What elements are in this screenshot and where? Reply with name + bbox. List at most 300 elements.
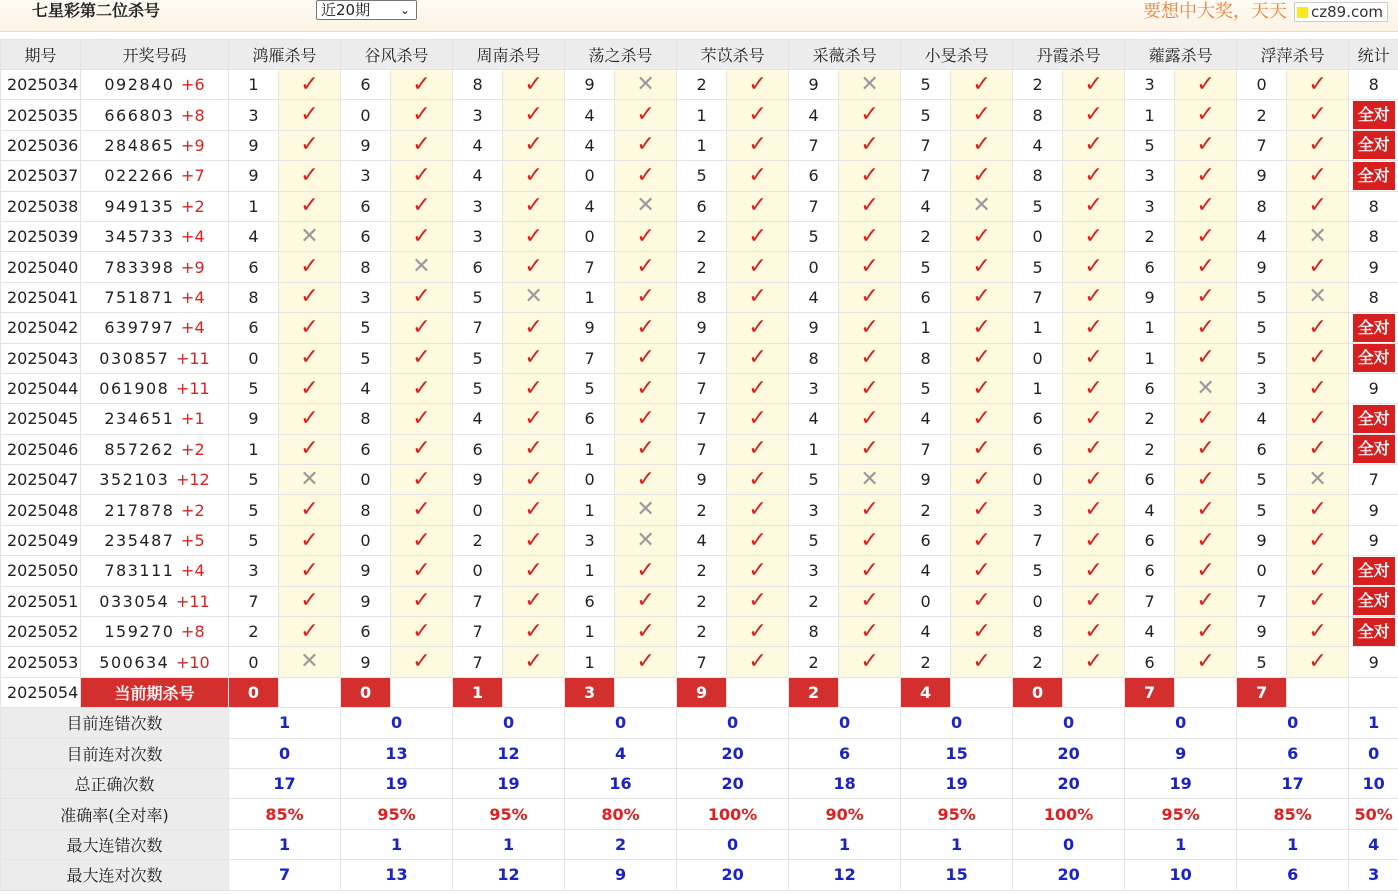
kill-number: 4 (901, 191, 951, 221)
draw-sum: +11 (175, 591, 210, 611)
draw-digits: 217878 (104, 500, 175, 520)
result-mark (839, 221, 901, 251)
result-mark (391, 252, 453, 282)
result-mark (1287, 404, 1349, 434)
kill-number: 2 (677, 221, 727, 251)
check-icon: ✓ (412, 71, 431, 97)
result-mark (1287, 373, 1349, 403)
check-icon: ✓ (412, 527, 431, 553)
result-mark (1287, 252, 1349, 282)
kill-number: 7 (1237, 586, 1287, 616)
check-icon: ✓ (1196, 527, 1215, 553)
summary-value: 95% (901, 799, 1013, 829)
check-icon: ✓ (860, 497, 879, 523)
kill-number: 7 (677, 434, 727, 464)
check-icon: ✓ (1308, 193, 1327, 219)
draw-digits: 751871 (104, 287, 175, 307)
check-icon: ✓ (1084, 284, 1103, 310)
row-stat (1349, 556, 1398, 586)
cross-icon: ✕ (636, 71, 655, 97)
kill-number: 4 (229, 221, 279, 251)
result-mark (727, 100, 789, 130)
kill-number: 7 (1125, 586, 1175, 616)
kill-number: 8 (901, 343, 951, 373)
check-icon: ✓ (636, 223, 655, 249)
kill-number: 5 (1125, 130, 1175, 160)
kill-number: 7 (1237, 130, 1287, 160)
summary-value: 18 (789, 768, 901, 798)
column-header: 蕹露杀号 (1125, 40, 1237, 70)
empty-cell (503, 677, 565, 707)
summary-value: 0 (229, 738, 341, 768)
result-mark (615, 343, 677, 373)
current-kill-number: 0 (1013, 677, 1063, 707)
check-icon: ✓ (972, 223, 991, 249)
result-mark (503, 343, 565, 373)
column-header: 统计 (1349, 40, 1398, 70)
check-icon: ✓ (972, 497, 991, 523)
check-icon: ✓ (748, 466, 767, 492)
result-mark (951, 130, 1013, 160)
summary-stat: 10 (1349, 768, 1398, 798)
kill-number: 2 (901, 495, 951, 525)
result-mark (391, 373, 453, 403)
column-header: 荡之杀号 (565, 40, 677, 70)
kill-number: 5 (1237, 495, 1287, 525)
result-mark (1287, 130, 1349, 160)
check-icon: ✓ (1084, 497, 1103, 523)
logo-icon (1297, 7, 1308, 18)
result-mark (1175, 586, 1237, 616)
summary-value: 80% (565, 799, 677, 829)
kill-number: 6 (1013, 404, 1063, 434)
kill-number-table (0, 39, 1398, 891)
all-correct-badge: 全对 (1353, 435, 1395, 463)
result-mark (1063, 586, 1125, 616)
kill-number: 0 (1013, 343, 1063, 373)
result-mark (279, 100, 341, 130)
correct-count: 8 (1368, 227, 1379, 247)
summary-label: 目前连错次数 (1, 708, 229, 738)
empty-cell (1287, 677, 1349, 707)
result-mark (727, 221, 789, 251)
kill-number: 1 (229, 191, 279, 221)
draw-sum: +4 (181, 561, 205, 581)
result-mark (951, 313, 1013, 343)
result-mark (951, 586, 1013, 616)
check-icon: ✓ (524, 193, 543, 219)
result-mark (727, 556, 789, 586)
cross-icon: ✕ (972, 193, 991, 219)
table-row (1, 373, 1398, 403)
empty-cell (279, 677, 341, 707)
kill-number: 4 (453, 161, 503, 191)
kill-number: 2 (677, 70, 727, 100)
table-row (1, 313, 1398, 343)
row-stat (1349, 282, 1398, 312)
kill-number: 3 (1013, 495, 1063, 525)
draw-sum: +11 (175, 379, 210, 399)
result-mark (839, 495, 901, 525)
check-icon: ✓ (748, 375, 767, 401)
result-mark (279, 525, 341, 555)
kill-number: 8 (341, 495, 391, 525)
result-mark (727, 434, 789, 464)
draw-digits: 092840 (104, 75, 175, 95)
result-mark (503, 434, 565, 464)
result-mark (1175, 70, 1237, 100)
kill-number: 6 (341, 434, 391, 464)
check-icon: ✓ (1084, 618, 1103, 644)
check-icon: ✓ (748, 132, 767, 158)
check-icon: ✓ (860, 193, 879, 219)
kill-number: 5 (1237, 313, 1287, 343)
kill-number: 5 (229, 525, 279, 555)
kill-number: 3 (453, 100, 503, 130)
result-mark (839, 130, 901, 160)
all-correct-badge: 全对 (1353, 131, 1395, 159)
draw-number (81, 252, 229, 282)
kill-number: 4 (565, 130, 615, 160)
result-mark (391, 465, 453, 495)
result-mark (839, 586, 901, 616)
result-mark (1175, 221, 1237, 251)
result-mark (279, 495, 341, 525)
cross-icon: ✕ (636, 527, 655, 553)
kill-number: 1 (677, 100, 727, 130)
check-icon: ✓ (1084, 345, 1103, 371)
check-icon: ✓ (524, 618, 543, 644)
issue-number: 2025050 (1, 556, 81, 586)
result-mark (951, 556, 1013, 586)
summary-value: 100% (1013, 799, 1125, 829)
kill-number: 1 (565, 647, 615, 677)
check-icon: ✓ (1084, 466, 1103, 492)
kill-number: 3 (229, 100, 279, 130)
summary-value: 0 (901, 708, 1013, 738)
table-row (1, 495, 1398, 525)
result-mark (839, 100, 901, 130)
kill-number: 8 (1013, 617, 1063, 647)
result-mark (1175, 434, 1237, 464)
check-icon: ✓ (972, 557, 991, 583)
chevron-down-icon: ⌄ (399, 3, 410, 17)
row-stat (1349, 221, 1398, 251)
draw-sum: +6 (181, 75, 205, 95)
kill-number: 2 (677, 556, 727, 586)
check-icon: ✓ (1196, 223, 1215, 249)
check-icon: ✓ (412, 375, 431, 401)
row-stat (1349, 130, 1398, 160)
summary-value: 6 (789, 738, 901, 768)
current-kill-number: 3 (565, 677, 615, 707)
kill-number: 2 (453, 525, 503, 555)
kill-number: 1 (901, 313, 951, 343)
result-mark (1175, 252, 1237, 282)
result-mark (391, 556, 453, 586)
check-icon: ✓ (1308, 375, 1327, 401)
check-icon: ✓ (412, 102, 431, 128)
row-stat (1349, 343, 1398, 373)
kill-number: 3 (341, 282, 391, 312)
summary-value: 4 (565, 738, 677, 768)
draw-sum: +11 (175, 348, 210, 368)
result-mark (1063, 373, 1125, 403)
draw-digits: 022266 (104, 166, 175, 186)
table-row (1, 100, 1398, 130)
issue-number: 2025038 (1, 191, 81, 221)
result-mark (727, 525, 789, 555)
all-correct-badge: 全对 (1353, 405, 1395, 433)
summary-value: 20 (677, 768, 789, 798)
draw-number (81, 282, 229, 312)
result-mark (727, 586, 789, 616)
result-mark (391, 525, 453, 555)
result-mark (503, 252, 565, 282)
page-title: 七星彩第二位杀号 (32, 1, 161, 20)
summary-row (1, 860, 1398, 890)
check-icon: ✓ (524, 466, 543, 492)
column-header: 鸿雁杀号 (229, 40, 341, 70)
check-icon: ✓ (636, 132, 655, 158)
summary-value: 0 (453, 708, 565, 738)
kill-number: 9 (1237, 252, 1287, 282)
result-mark (503, 647, 565, 677)
check-icon: ✓ (412, 436, 431, 462)
summary-value: 20 (677, 738, 789, 768)
result-mark (391, 161, 453, 191)
site-watermark[interactable] (1294, 2, 1388, 22)
result-mark (951, 404, 1013, 434)
check-icon: ✓ (524, 345, 543, 371)
result-mark (951, 161, 1013, 191)
summary-value: 9 (565, 860, 677, 890)
summary-value: 0 (565, 708, 677, 738)
check-icon: ✓ (972, 254, 991, 280)
result-mark (951, 647, 1013, 677)
kill-number: 9 (565, 313, 615, 343)
all-correct-badge: 全对 (1353, 162, 1395, 190)
correct-count: 9 (1368, 531, 1379, 551)
kill-number: 1 (565, 495, 615, 525)
kill-number: 7 (677, 373, 727, 403)
kill-number: 5 (1237, 282, 1287, 312)
result-mark (279, 556, 341, 586)
result-mark (615, 586, 677, 616)
check-icon: ✓ (972, 466, 991, 492)
current-period-row (1, 677, 1398, 707)
result-mark (839, 70, 901, 100)
kill-number: 5 (453, 343, 503, 373)
check-icon: ✓ (860, 588, 879, 614)
kill-number: 5 (565, 373, 615, 403)
header-row (1, 40, 1398, 70)
check-icon: ✓ (860, 557, 879, 583)
kill-number: 1 (1013, 373, 1063, 403)
draw-digits: 352103 (99, 470, 170, 490)
draw-digits: 783111 (104, 561, 175, 581)
check-icon: ✓ (524, 102, 543, 128)
check-icon: ✓ (748, 588, 767, 614)
result-mark (1287, 525, 1349, 555)
result-mark (1063, 525, 1125, 555)
row-stat (1349, 373, 1398, 403)
check-icon: ✓ (300, 375, 319, 401)
kill-number: 5 (789, 525, 839, 555)
result-mark (391, 70, 453, 100)
result-mark (503, 70, 565, 100)
result-mark (1063, 100, 1125, 130)
kill-number: 9 (1125, 282, 1175, 312)
kill-number: 8 (453, 70, 503, 100)
kill-number: 7 (789, 191, 839, 221)
result-mark (1175, 404, 1237, 434)
check-icon: ✓ (748, 497, 767, 523)
result-mark (1287, 465, 1349, 495)
summary-value: 19 (901, 768, 1013, 798)
result-mark (951, 191, 1013, 221)
draw-digits: 500634 (99, 652, 170, 672)
kill-number: 9 (341, 586, 391, 616)
kill-number: 1 (229, 434, 279, 464)
current-kill-number: 0 (229, 677, 279, 707)
check-icon: ✓ (412, 466, 431, 492)
kill-number: 2 (677, 586, 727, 616)
result-mark (951, 617, 1013, 647)
kill-number: 5 (1013, 252, 1063, 282)
result-mark (1175, 556, 1237, 586)
result-mark (1063, 161, 1125, 191)
kill-number: 4 (565, 191, 615, 221)
check-icon: ✓ (972, 345, 991, 371)
kill-number: 5 (229, 495, 279, 525)
result-mark (1287, 647, 1349, 677)
kill-number: 8 (341, 404, 391, 434)
kill-number: 0 (453, 556, 503, 586)
draw-number (81, 373, 229, 403)
check-icon: ✓ (1084, 223, 1103, 249)
kill-number: 6 (565, 586, 615, 616)
check-icon: ✓ (1084, 588, 1103, 614)
table-row (1, 404, 1398, 434)
result-mark (1175, 282, 1237, 312)
result-mark (727, 495, 789, 525)
result-mark (391, 404, 453, 434)
check-icon: ✓ (1084, 162, 1103, 188)
result-mark (279, 647, 341, 677)
table-row (1, 434, 1398, 464)
draw-number (81, 343, 229, 373)
kill-number: 0 (1013, 465, 1063, 495)
result-mark (503, 130, 565, 160)
result-mark (615, 313, 677, 343)
summary-label: 最大连对次数 (1, 860, 229, 890)
result-mark (503, 465, 565, 495)
kill-number: 7 (901, 434, 951, 464)
kill-number: 3 (789, 373, 839, 403)
result-mark (1063, 252, 1125, 282)
result-mark (615, 130, 677, 160)
result-mark (1063, 343, 1125, 373)
check-icon: ✓ (524, 527, 543, 553)
check-icon: ✓ (860, 649, 879, 675)
kill-number: 6 (341, 191, 391, 221)
result-mark (615, 647, 677, 677)
row-stat (1349, 161, 1398, 191)
correct-count: 9 (1368, 652, 1379, 672)
check-icon: ✓ (1084, 193, 1103, 219)
check-icon: ✓ (636, 284, 655, 310)
draw-number (81, 130, 229, 160)
empty-cell (1175, 677, 1237, 707)
kill-number: 7 (453, 647, 503, 677)
empty-cell (1349, 677, 1398, 707)
check-icon: ✓ (1084, 102, 1103, 128)
draw-digits: 033054 (99, 591, 170, 611)
kill-number: 6 (901, 282, 951, 312)
result-mark (839, 161, 901, 191)
check-icon: ✓ (636, 254, 655, 280)
summary-value: 20 (677, 860, 789, 890)
draw-sum: +10 (175, 652, 210, 672)
result-mark (1175, 525, 1237, 555)
kill-number: 9 (229, 130, 279, 160)
summary-value: 6 (1237, 738, 1349, 768)
check-icon: ✓ (1308, 649, 1327, 675)
kill-number: 0 (789, 252, 839, 282)
draw-number (81, 404, 229, 434)
check-icon: ✓ (972, 284, 991, 310)
summary-value: 0 (677, 829, 789, 859)
check-icon: ✓ (300, 162, 319, 188)
check-icon: ✓ (1308, 405, 1327, 431)
cross-icon: ✕ (300, 466, 319, 492)
kill-number: 2 (1125, 221, 1175, 251)
summary-value: 1 (341, 829, 453, 859)
period-select[interactable] (316, 0, 417, 20)
check-icon: ✓ (524, 254, 543, 280)
summary-stat: 50% (1349, 799, 1398, 829)
summary-row (1, 768, 1398, 798)
result-mark (391, 586, 453, 616)
check-icon: ✓ (1196, 345, 1215, 371)
kill-number: 9 (1237, 161, 1287, 191)
summary-value: 13 (341, 860, 453, 890)
summary-row (1, 708, 1398, 738)
result-mark (279, 586, 341, 616)
period-select-value: 近20期 (321, 1, 371, 19)
current-kill-number: 2 (789, 677, 839, 707)
column-header: 采薇杀号 (789, 40, 901, 70)
issue-number: 2025045 (1, 404, 81, 434)
kill-number: 6 (1125, 525, 1175, 555)
kill-number: 9 (341, 556, 391, 586)
summary-value: 1 (789, 829, 901, 859)
result-mark (615, 495, 677, 525)
check-icon: ✓ (748, 102, 767, 128)
cross-icon: ✕ (1308, 223, 1327, 249)
check-icon: ✓ (972, 314, 991, 340)
result-mark (503, 313, 565, 343)
result-mark (727, 70, 789, 100)
check-icon: ✓ (636, 588, 655, 614)
result-mark (391, 647, 453, 677)
result-mark (839, 465, 901, 495)
result-mark (839, 343, 901, 373)
check-icon: ✓ (1084, 649, 1103, 675)
result-mark (615, 191, 677, 221)
summary-stat: 4 (1349, 829, 1398, 859)
